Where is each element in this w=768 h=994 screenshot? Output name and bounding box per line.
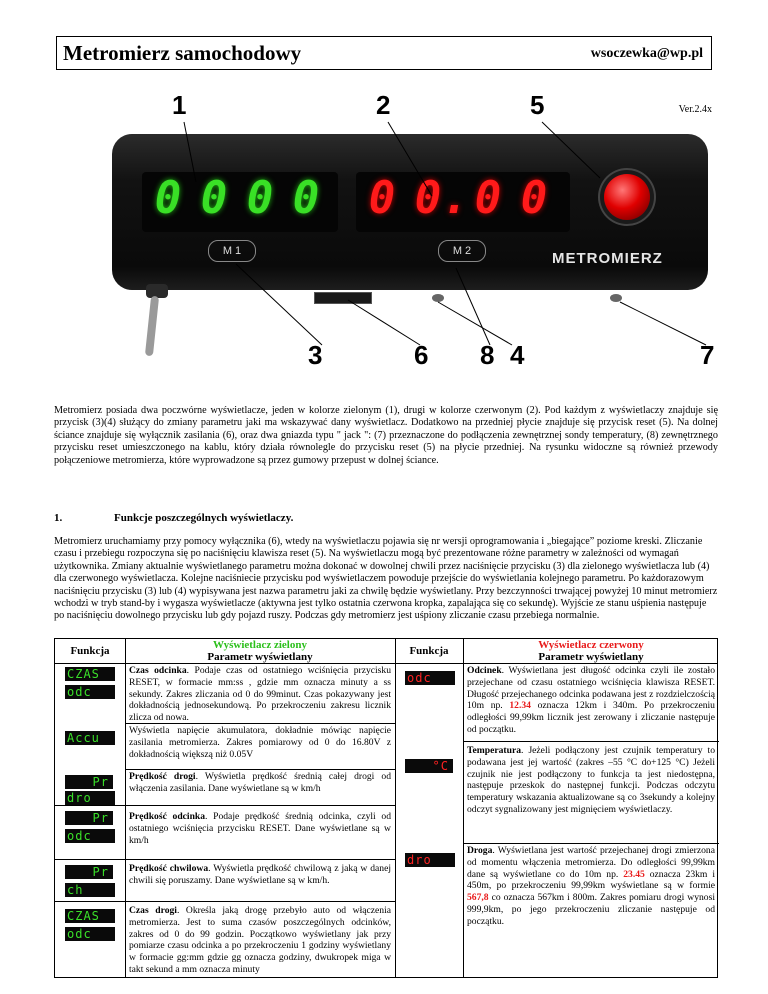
- lcd-code: odc: [405, 671, 455, 685]
- callout-6: 6: [414, 340, 429, 370]
- row-divider: [463, 843, 719, 844]
- lcd-code: Pr: [65, 775, 113, 789]
- m2-button[interactable]: M 2: [438, 240, 486, 262]
- green-digit: 0: [154, 173, 182, 224]
- red-digit: 0: [368, 173, 396, 224]
- table-divider: [55, 663, 717, 664]
- lcd-code: ch: [65, 883, 115, 897]
- pointer-line-5: [542, 122, 600, 178]
- callout-4: 4: [510, 340, 525, 370]
- callout-1: 1: [172, 90, 187, 120]
- row-napiecie: Wyświetla napięcie akumulatora, dokładnie mówiąc napięcie zasilania metromierza. Zakres pomiarowy od 0 do 16.80V z dokładnością większą niż 0.05V: [129, 725, 391, 760]
- callout-7: 7: [700, 340, 715, 370]
- pointer-line-1: [184, 122, 196, 182]
- brand-logo: METROMIERZ: [552, 250, 663, 267]
- red-digit: 0: [414, 173, 442, 224]
- red-decimal-point: .: [442, 173, 469, 224]
- table-divider: [395, 639, 396, 977]
- param-header: Parametr wyświetlany: [207, 651, 313, 663]
- lcd-code: odc: [65, 685, 115, 699]
- m1-button[interactable]: M 1: [208, 240, 256, 262]
- function-table: [54, 638, 718, 978]
- row-odcinek: Odcinek. Wyświetlana jest długość odcinka czyli ile zostało przejechane od czasu ostatniego wciśnięcia klawisza RESET. Długość przejechanego odcinka podawana jest z rozdzielczością 10m np. 12.34 oznacza 12km i 340m. Po przekroczeniu odległości 99,99km licznik jest zerowany i zliczanie następuje od początku.: [467, 665, 715, 735]
- version-label: Ver.2.4x: [678, 104, 712, 115]
- green-digit: 0: [200, 173, 228, 224]
- lcd-code: CZAS: [65, 667, 115, 681]
- pointer-line-3: [236, 264, 322, 345]
- row-predkosc-odcinka: Prędkość odcinka. Podaje prędkość średnią odcinka, czyli od ostatniego wciśnięcia przycisku RESET. Dane wyświetlane są w km/h: [129, 811, 391, 846]
- row-divider: [125, 769, 395, 770]
- lcd-code: CZAS: [65, 909, 115, 923]
- lcd-code: Accu: [65, 731, 115, 745]
- row-czas-drogi: Czas drogi. Określa jaką drogę przebyło auto od włączenia metromierza. Jest to suma czasów poszczególnych odcinków, zakres od 0 do 99 godzin. Początkowo wyświetlany jak przy pomiarze czasu odcinka a po przekroczeniu 1 godziny wyświetlany w formacie gg:mm gdzie gg oznacza godziny, dwukropek miga w takt sekund a mm oznacza minuty: [129, 905, 391, 975]
- lcd-code: dro: [405, 853, 455, 867]
- pointer-line-4: [438, 302, 512, 345]
- row-divider: [55, 859, 395, 860]
- green-digit: 0: [246, 173, 274, 224]
- row-predkosc-chwilowa: Prędkość chwilowa. Wyświetla prędkość chwilową z jaką w danej chwili się poruszamy. Dane wyświetlane są w km/h.: [129, 863, 391, 886]
- pointer-line-8: [456, 268, 490, 345]
- callout-2: 2: [376, 90, 391, 120]
- row-temperatura: Temperatura. Jeżeli podłączony jest czujnik temperatury to podawana jest jej wartość (zakres –55 °C do+125 °C) Jeżeli czujnik nie jest podłączony to funkcja ta jest niedostępna, następuje przeskok do następnej funkcji. Podczas odczytu temperatury wskazania aktualizowane są co 3sekundy a kolejny odczyt sygnalizowany jest mignięciem wyświetlaczy.: [467, 745, 715, 815]
- lcd-code: °C: [405, 759, 453, 773]
- table-divider: [463, 639, 464, 977]
- section-heading: [54, 512, 293, 524]
- author-email: wsoczewka@wp.pl: [590, 46, 703, 61]
- pointer-line-2: [388, 122, 432, 196]
- param-header: Parametr wyświetlany: [538, 651, 644, 663]
- funkcja-header: Funkcja: [409, 645, 449, 657]
- funkcja-header: Funkcja: [70, 645, 110, 657]
- green-digit: 0: [292, 173, 320, 224]
- page-title: Metromierz samochodowy: [63, 41, 302, 65]
- lcd-code: Pr: [65, 865, 113, 879]
- lcd-code: Pr: [65, 811, 113, 825]
- section-text: Metromierz uruchamiamy przy pomocy wyłącznika (6), wtedy na wyświetlaczu pojawia się nr wersji oprogramowania i „biegające” poziome kreski. Zliczanie czasu i przebiegu rozpoczyna się po naciśnięciu klawisza reset (5). Na wyświetlaczu mogą być prezentowane różne parametry w zależności od wymagań użytkownika. Zmiany aktualnie wyświetlanego parametru można dokonać w dowolnej chwili przez naciśnięcie przycisku (3) dla zielonego wyświetlacza lub (4) dla czerwonego wyświetlacza. Kolejne naciśniecie przycisku pod wyświetlaczem powoduje przejście do wyświetlania kolejnego parametru. Po każdorazowym naciśnięciu przycisku (3) lub (4) wypisywana jest nazwa parametru jaki za chwilę będzie wyświetlany. Przy bezczynności trwającej powyżej 10 minut metromierz wchodzi w tryb stand-by i wygasza wyświetlacze (aktywna jest tylko ostatnia czerwona kropka, zapalająca się co sekundę). Wyjście ze stanu uśpienia następuje po naciśnięciu dowolnego przycisku lub gdy pojazd ruszy. Podczas gdy metromierz jest uśpiony zliczanie czasu przebiega normalnie.: [54, 536, 718, 622]
- lcd-code: odc: [65, 829, 115, 843]
- row-divider: [55, 805, 395, 806]
- table-divider: [125, 639, 126, 977]
- callout-8: 8: [480, 340, 495, 370]
- green-display-header: Wyświetlacz zielony: [213, 639, 307, 651]
- lcd-code: odc: [65, 927, 115, 941]
- row-divider: [463, 741, 719, 742]
- pointer-line-7: [620, 302, 706, 345]
- section-number: 1.: [54, 512, 63, 524]
- callout-3: 3: [308, 340, 323, 370]
- lcd-code: dro: [65, 791, 115, 805]
- red-display-header: Wyświetlacz czerwony: [538, 639, 644, 651]
- row-czas-odcinka: Czas odcinka. Podaje czas od ostatniego wciśnięcia przycisku RESET, w formacie mm:ss , gdzie mm oznacza minuty a ss sekundy. Zakres zliczania od 0 do 99minut. Czas pokazywany jest dokładnością jednosekundową. Po przekroczeniu zakresu licznik zlicza od nowa.: [129, 665, 391, 724]
- row-divider: [55, 901, 395, 902]
- row-predkosc-drogi: Prędkość drogi. Wyświetla prędkość średnią całej drogi od włączenia zasilania. Dane wyświetlane są w km/h: [129, 771, 391, 794]
- red-digit: 0: [474, 173, 502, 224]
- intro-paragraph: Metromierz posiada dwa poczwórne wyświetlacze, jeden w kolorze zielonym (1), drugi w kolorze czerwonym (2). Pod każdym z wyświetlaczy znajduje się przycisk (3)(4) służący do zmiany parametru jaki ma wskazywać dany wyświetlacz. Dodatkowo na przedniej płycie znajduje się przycisk reset (5). Na dolnej ściance znajduje się wyłącznik zasilania (6), oraz dwa gniazda typu " jack ": (7) przeznaczone do podłączenia zewnętrznej sondy temperatury, (8) zewnętrznego przycisku reset umieszczonego na kablu, który działa równolegle do przycisku reset (5) na płycie przedniej. Na rysunku widoczne są również przewody połączeniowe metromierza, które wyprowadzone są przez gumowy przepust w dolnej ściance.: [54, 405, 718, 466]
- section-title: Funkcje poszczególnych wyświetlaczy.: [114, 512, 294, 524]
- red-digit: 0: [520, 173, 548, 224]
- row-droga: Droga. Wyświetlana jest wartość przejechanej drogi zmierzona od momentu włączenia metromierza. Do odległości 99,99km dane są wyświetlane co do 10m np. 23.45 oznacza 23km i 450m, po przekroczeniu 99,99km wyświetlane są w formie 567,8 co oznacza 567km i 800m. Zakres pomiaru drogi wynosi 999,9km, po jego przekroczeniu zliczanie następuje od początku.: [467, 845, 715, 927]
- callout-5: 5: [530, 90, 545, 120]
- pointer-line-6: [348, 300, 420, 345]
